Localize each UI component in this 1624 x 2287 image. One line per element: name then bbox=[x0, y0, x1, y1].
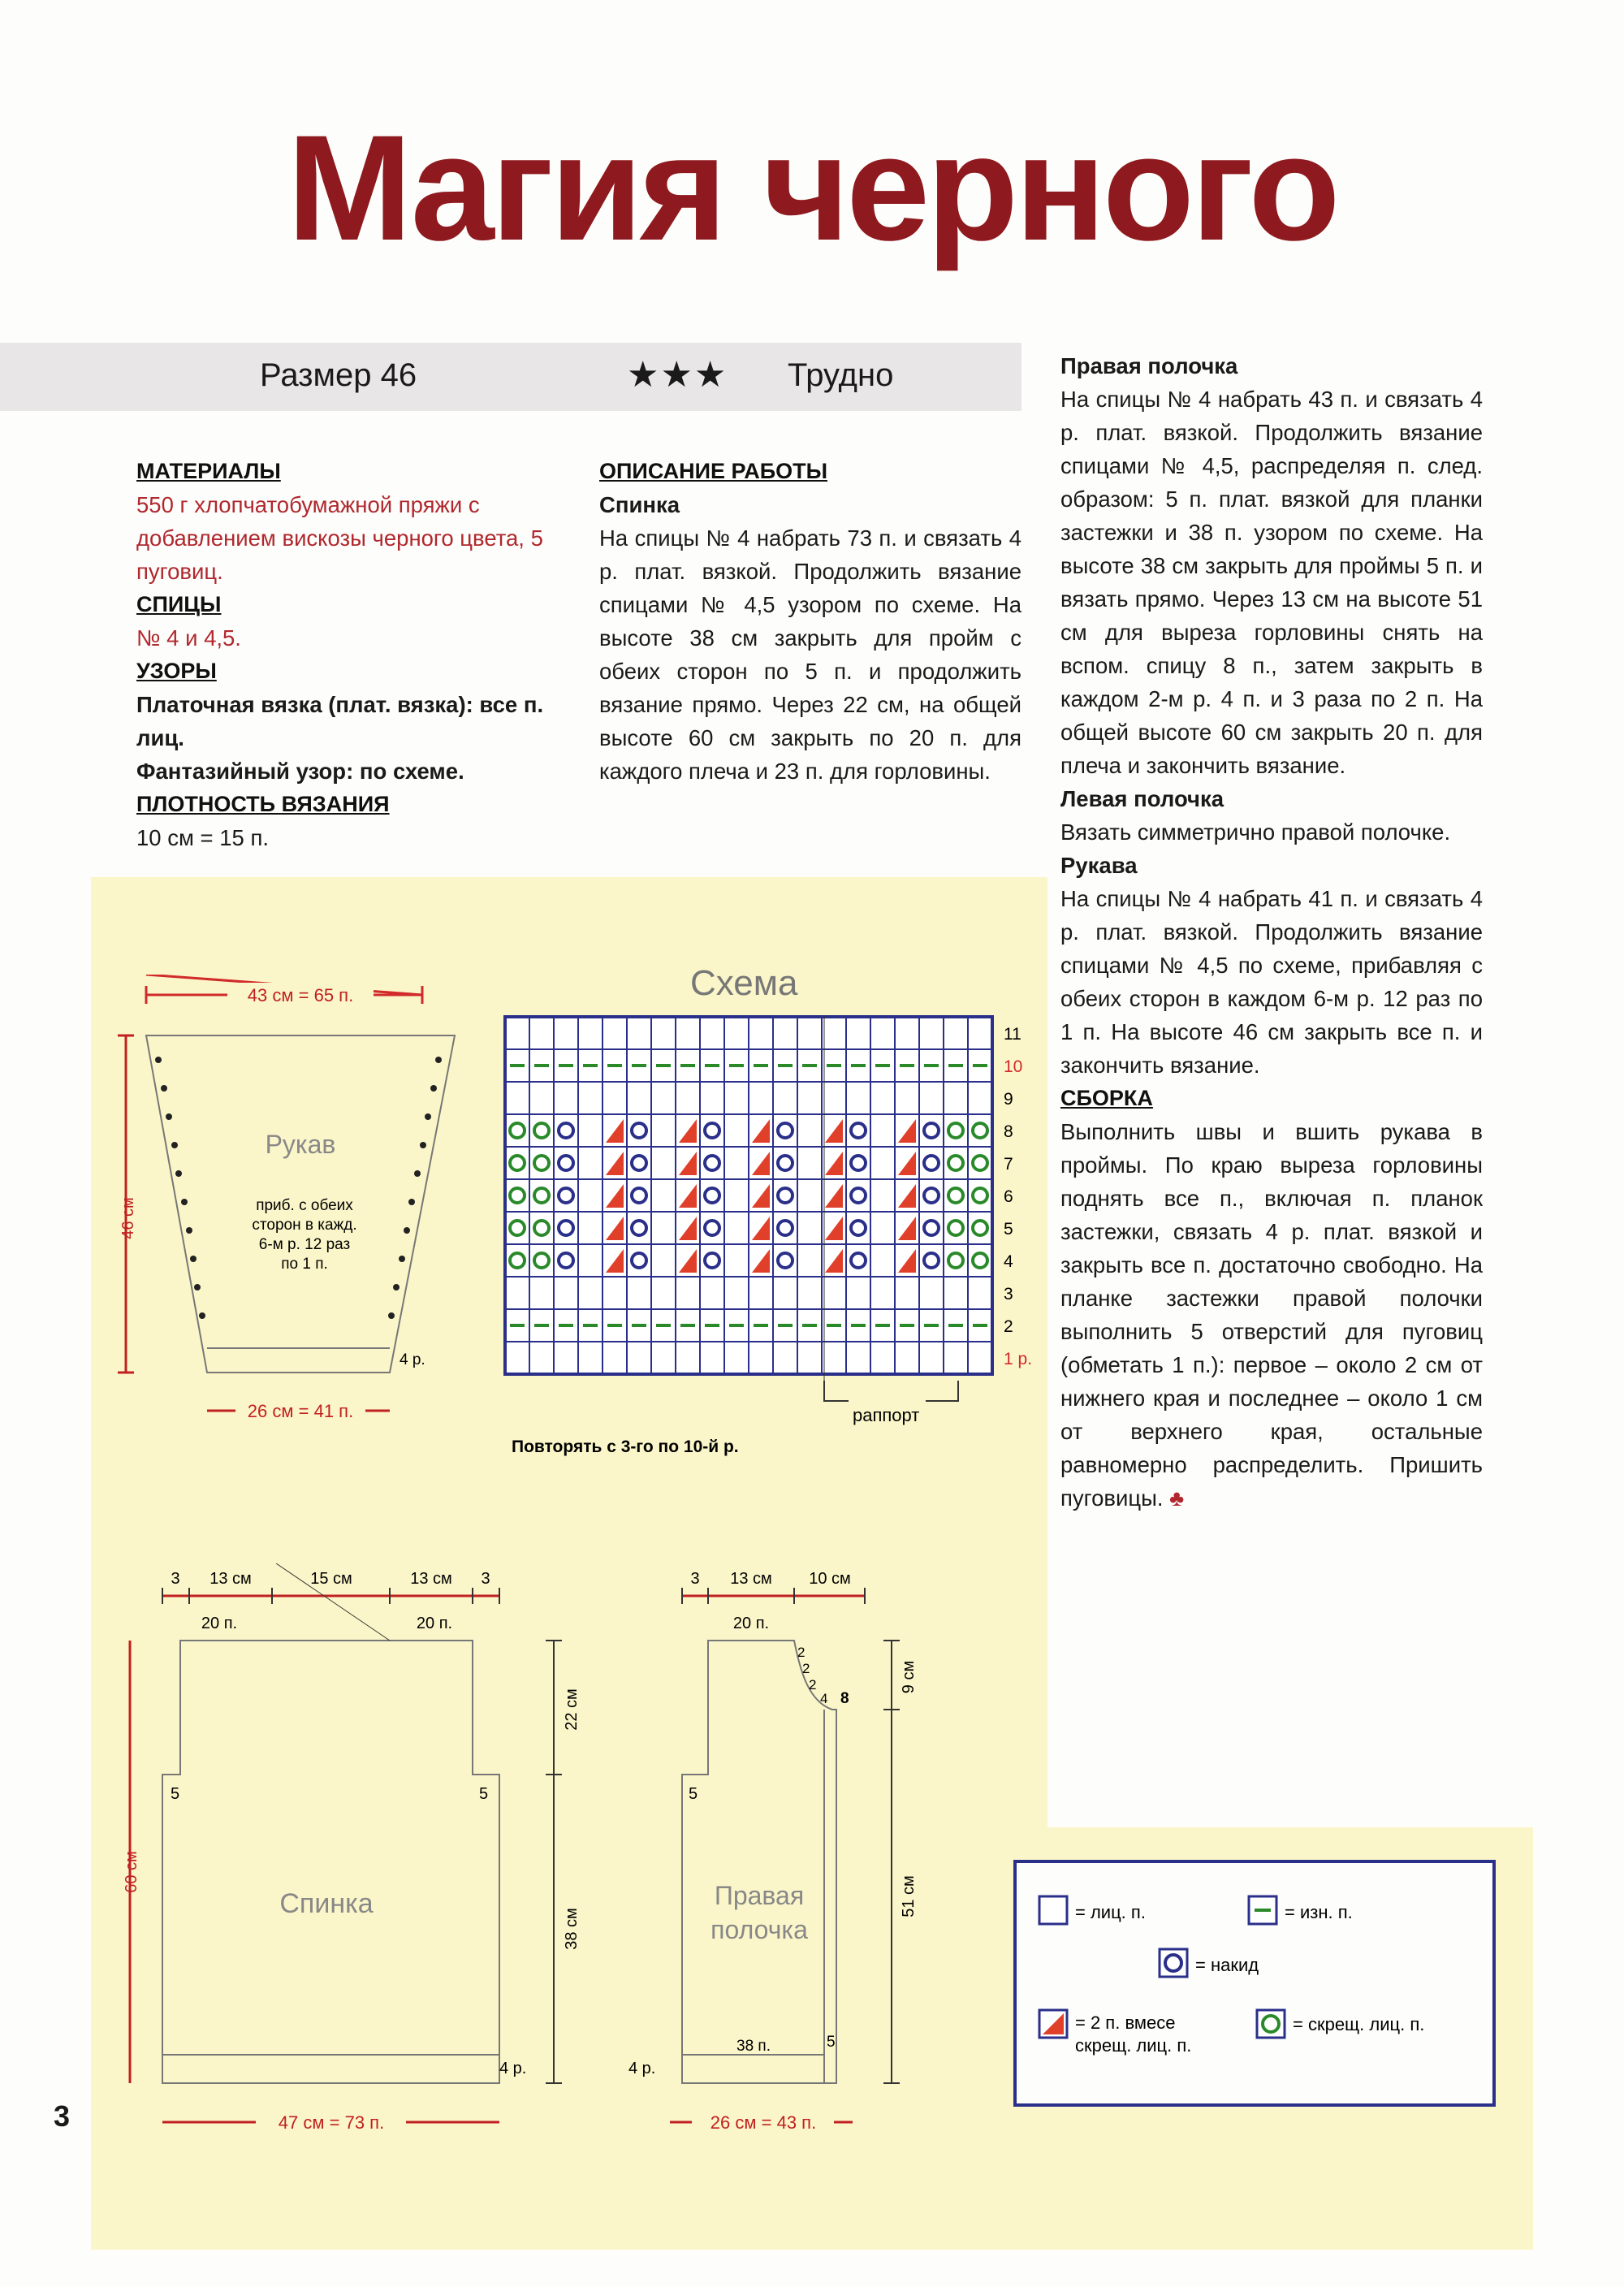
page-number: 3 bbox=[54, 2099, 71, 2133]
legend-knit: = лиц. п. bbox=[1075, 1902, 1146, 1922]
front-inner-bottom: 38 п. bbox=[736, 2038, 771, 2055]
schema-title: Схема bbox=[690, 963, 798, 1003]
back-rows: 4 р. bbox=[499, 2060, 527, 2077]
needles-text: № 4 и 4,5. bbox=[136, 625, 241, 651]
sleeve-note-4: по 1 п. bbox=[281, 1256, 328, 1273]
work-heading: ОПИСАНИЕ РАБОТЫ bbox=[599, 459, 828, 483]
schema-row-number: 9 bbox=[1004, 1090, 1013, 1109]
front-placket: 5 bbox=[827, 2034, 836, 2051]
schema-row-number: 7 bbox=[1004, 1155, 1013, 1174]
density-text: 10 см = 15 п. bbox=[136, 825, 269, 850]
materials-heading: МАТЕРИАЛЫ bbox=[136, 459, 281, 483]
assembly-heading: СБОРКА bbox=[1060, 1086, 1153, 1110]
sleeve-height-dim: 46 см bbox=[119, 1197, 137, 1239]
sleeve-text: На спицы № 4 набрать 41 п. и связать 4 р. плат. вязкой. Продолжить вязание спицами № 4,5 по схеме, прибавляя с обеих сторон в каждом 6-м р. 12 раз по 1 п. На высоте 46 см закрыть все п. и закончить вязание. bbox=[1060, 886, 1483, 1078]
schema-row-number: 6 bbox=[1004, 1187, 1013, 1206]
front-dim-1: 3 bbox=[690, 1570, 700, 1588]
knit-symbol-icon bbox=[1039, 1896, 1067, 1924]
end-mark-icon: ♣ bbox=[1169, 1485, 1185, 1511]
front-label-2: полочка bbox=[710, 1915, 808, 1944]
needles-heading: СПИЦЫ bbox=[136, 592, 222, 616]
back-text: На спицы № 4 набрать 73 п. и связать 4 р. плат. вязкой. Продолжить вязание спицами № 4,5 узором по схеме. На высоте 38 см закрыть для пройм с обеих сторон по 5 п. и продолжить вязание прямо. Через 22 см, на общей высоте 60 см закрыть по 20 п. для каждого плеча и 23 п. для горловины. bbox=[599, 525, 1021, 784]
front-top-height: 9 см bbox=[900, 1660, 918, 1694]
back-dim-1: 3 bbox=[171, 1570, 180, 1588]
front-bottom-dim: 26 см = 43 п. bbox=[710, 2112, 817, 2133]
back-bottom-dim: 47 см = 73 п. bbox=[278, 2112, 385, 2133]
left-front-text: Вязать симметрично правой полочке. bbox=[1060, 819, 1451, 845]
back-shoulder-right: 20 п. bbox=[416, 1615, 453, 1632]
rapport-bracket-right bbox=[926, 1381, 958, 1401]
right-front-text: На спицы № 4 набрать 43 п. и связать 4 р. плат. вязкой. Продолжить вязание спицами № 4,5, распределяя п. след. образом: 5 п. плат. вязкой для планки застежки и 38 п. узором по схеме. На высоте 38 см закрыть для проймы 5 п. и вязать прямо. Через 13 см на высоте 51 см для выреза горловины снять на вспом. спицу 8 п., затем закрыть в каждом 2-м р. 4 п. и 3 раза по 2 п. На общей высоте 60 см закрыть 20 п. для плеча и закончить вязание. bbox=[1060, 387, 1483, 778]
legend-twisted: = скрещ. лиц. п. bbox=[1293, 2014, 1425, 2034]
schema-grid bbox=[505, 1017, 992, 1374]
neck-step-5: 8 bbox=[840, 1690, 849, 1707]
sleeve-label: Рукав bbox=[265, 1130, 336, 1159]
page-title: Магия черного bbox=[287, 105, 1337, 272]
sleeve-diagram bbox=[114, 975, 487, 1437]
back-dim-3: 15 см bbox=[310, 1570, 352, 1588]
back-dim-4: 13 см bbox=[410, 1570, 452, 1588]
schema-row-numbers bbox=[1004, 1025, 1032, 1368]
patterns-heading: УЗОРЫ bbox=[136, 659, 217, 683]
pattern-garter: Платочная вязка (плат. вязка): все п. лиц. bbox=[136, 692, 544, 750]
assembly-body: Выполнить швы и вшить рукава в проймы. По краю выреза горловины поднять все п., включая п. планок застежки, связать 4 р. плат. вязкой и закрыть все п. достаточно свободно. На планке застежки правой полочки выполнить 5 отверстий для пуговиц (обметать 1 п.): первое – около 2 см от нижнего края и последнее – около 1 см от верхнего края, остальные равномерно распределить. Пришить пуговицы. bbox=[1060, 1119, 1483, 1511]
front-outline bbox=[682, 1641, 836, 2083]
sleeve-rows: 4 р. bbox=[400, 1351, 425, 1368]
front-armhole: 5 bbox=[689, 1785, 698, 1803]
assembly-text bbox=[1060, 1115, 1483, 1515]
repeat-note: Повторять с 3-го по 10-й р. bbox=[512, 1437, 739, 1456]
back-dim-5: 3 bbox=[481, 1570, 490, 1588]
right-front-heading: Правая полочка bbox=[1060, 353, 1238, 378]
materials-column bbox=[136, 455, 559, 854]
rapport-label: раппорт bbox=[853, 1405, 920, 1425]
back-heading: Спинка bbox=[599, 492, 680, 517]
back-label: Спинка bbox=[279, 1888, 374, 1919]
neck-step-3: 2 bbox=[809, 1677, 817, 1693]
legend-purl: = изн. п. bbox=[1285, 1902, 1353, 1922]
schema-row-number: 10 bbox=[1004, 1057, 1023, 1076]
back-bottom-height: 38 см bbox=[563, 1908, 581, 1950]
materials-text: 550 г хлопчатобумажной пряжи с добавлением вискозы черного цвета, 5 пуговиц. bbox=[136, 492, 543, 584]
difficulty-label: Трудно bbox=[788, 357, 894, 393]
size-label: Размер 46 bbox=[260, 357, 417, 393]
density-heading: ПЛОТНОСТЬ ВЯЗАНИЯ bbox=[136, 792, 390, 816]
legend-k2tog-2: скрещ. лиц. п. bbox=[1075, 2035, 1192, 2056]
schema-row-number: 4 bbox=[1004, 1252, 1013, 1271]
schema-row-number: 3 bbox=[1004, 1285, 1013, 1303]
schema-row-number: 2 bbox=[1004, 1317, 1013, 1336]
legend bbox=[1013, 1860, 1501, 2112]
back-top-height: 22 см bbox=[563, 1688, 581, 1731]
front-diagram bbox=[617, 1563, 958, 2148]
neck-step-1: 2 bbox=[797, 1645, 806, 1660]
sleeve-note-1: приб. с обеих bbox=[256, 1197, 353, 1214]
back-armhole-left: 5 bbox=[171, 1785, 180, 1803]
front-total-height: 51 см bbox=[900, 1875, 918, 1917]
front-shoulder: 20 п. bbox=[732, 1615, 770, 1632]
sleeve-top-dim: 43 см = 65 п. bbox=[247, 985, 354, 1005]
schema-row-number: 11 bbox=[1004, 1025, 1021, 1044]
back-outline bbox=[162, 1641, 499, 2083]
front-dim-3: 10 см bbox=[809, 1570, 851, 1588]
sleeve-bottom-dim: 26 см = 41 п. bbox=[247, 1401, 354, 1421]
right-column bbox=[1060, 349, 1483, 1515]
left-front-heading: Левая полочка bbox=[1060, 786, 1224, 811]
neck-step-2: 2 bbox=[802, 1661, 810, 1676]
back-armhole-right: 5 bbox=[479, 1785, 489, 1803]
legend-yo: = накид bbox=[1195, 1955, 1259, 1975]
front-dim-2: 13 см bbox=[730, 1570, 772, 1588]
work-column bbox=[599, 455, 1021, 788]
schema-row-number: 8 bbox=[1004, 1122, 1013, 1141]
neck-step-4: 4 bbox=[820, 1691, 828, 1706]
back-diagram bbox=[114, 1563, 601, 2148]
front-rows: 4 р. bbox=[628, 2060, 656, 2077]
schema-row-number: 5 bbox=[1004, 1220, 1013, 1239]
back-dim-2: 13 см bbox=[209, 1570, 252, 1588]
schema-row-number: 1 р. bbox=[1004, 1350, 1033, 1368]
difficulty-stars: ★★★ bbox=[627, 355, 728, 395]
stitch-schema bbox=[503, 1015, 1039, 1470]
sleeve-heading: Рукава bbox=[1060, 853, 1138, 878]
legend-k2tog-1: = 2 п. вмесе bbox=[1075, 2012, 1176, 2033]
back-total-height: 60 см bbox=[123, 1851, 140, 1893]
pattern-fancy: Фантазийный узор: по схеме. bbox=[136, 759, 464, 784]
sleeve-note-3: 6-м р. 12 раз bbox=[258, 1236, 351, 1253]
sleeve-note-2: сторон в кажд. bbox=[252, 1217, 357, 1234]
rapport-bracket-left bbox=[824, 1381, 849, 1401]
front-label-1: Правая bbox=[714, 1881, 805, 1910]
back-shoulder-left: 20 п. bbox=[201, 1615, 238, 1632]
